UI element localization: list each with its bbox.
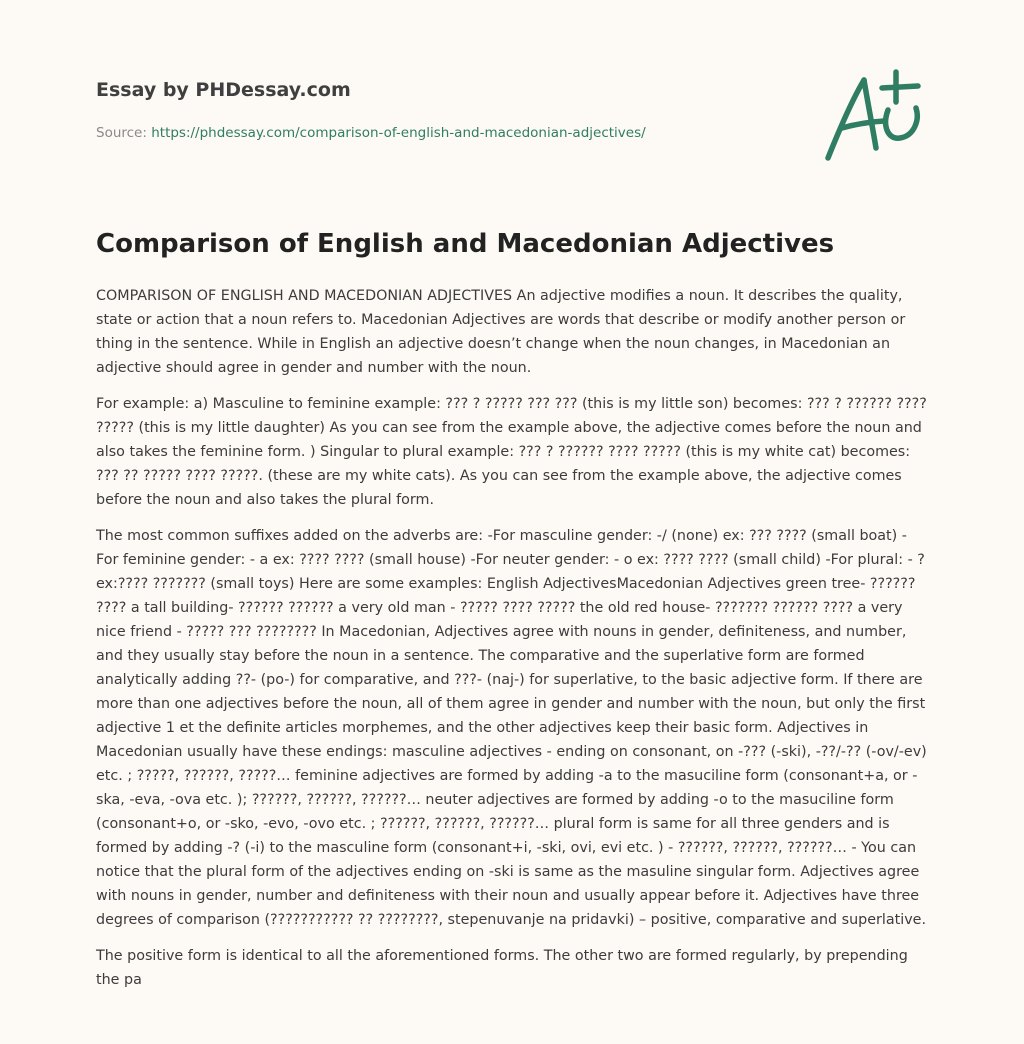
article-title: Comparison of English and Macedonian Adjectives — [96, 229, 835, 259]
article-paragraph-3: The most common suffixes added on the adverbs are: -For masculine gender: -/ (none) ex: ??? ???? (small boat) -For feminine gender: - a ex: ???? ???? (small house) -For neuter gender: - o ex: ???? ???? (small child) -For plural: - ? ex:???? ??????? (small toys) Here are some examples: English AdjectivesMacedonian Adjectives green tree- ?????? ???? a tall building- ?????? ?????? a very old man - ????? ???? ????? the old red house- ??????? ?????? ???? a very nice friend - ????? ??? ???????? In Macedonian, Adjectives agree with nouns in gender, definiteness, and number, and they usually stay before the noun in a sentence. The comparative and the superlative form are formed analytically adding ??- (po-) for comparative, and ???- (naj-) for superlative, to the basic adjective form. If there are more than one adjectives before the noun, all of them agree in gender and number with the noun, but only the first adjective 1 et the definite articles morphemes, and the other adjectives keep their basic form. Adjectives in Macedonian usually have these endings: masculine adjectives - ending on consonant, on -??? (-ski), -??/-?? (-ov/-ev) etc. ; ?????, ??????, ?????… feminine adjectives are formed by adding -a to the masuciline form (consonant+a, or -ska, -eva, -ova etc. ); ??????, ??????, ??????… neuter adjectives are formed by adding -o to the masuciline form (consonant+o, or -sko, -evo, -ovo etc. ; ??????, ??????, ??????… plural form is same for all three genders and is formed by adding -? (-i) to the masculine form (consonant+i, -ski, ovi, evi etc. ) - ??????, ??????, ??????… - You can notice that the plural form of the adjectives ending on -ski is same as the masuline singular form. Adjectives agree with nouns in gender, number and definiteness with their noun and usually appear before it. Adjectives have three degrees of comparison (??????????? ?? ????????, stepenuvanje na pridavki) – positive, comparative and superlative. — [96, 528, 927, 928]
site-title: Essay by PHDessay.com — [96, 79, 351, 101]
article-paragraph-1: COMPARISON OF ENGLISH AND MACEDONIAN ADJECTIVES An adjective modifies a noun. It describes the quality, state or action that a noun refers to. Macedonian Adjectives are words that describe or modify another person or thing in the sentence. While in English an adjective doesn’t change when the noun changes, in Macedonian an adjective should agree in gender and number with the noun. — [96, 288, 906, 376]
source-link[interactable]: https://phdessay.com/comparison-of-english-and-macedonian-adjectives/ — [151, 125, 646, 141]
a-plus-logo — [822, 66, 930, 166]
source-label: Source: — [96, 125, 152, 141]
article — [96, 226, 928, 1004]
article-paragraph-2: For example: a) Masculine to feminine example: ??? ? ????? ??? ??? (this is my little son) becomes: ??? ? ?????? ???? ????? (this is my little daughter) As you can see from the example above, the adjective comes before the noun and also takes the feminine form. ) Singular to plural example: ??? ? ?????? ???? ????? (this is my white cat) becomes: ??? ?? ????? ???? ?????. (these are my white cats). As you can see from the example above, the adjective comes before the noun and also takes the plural form. — [96, 396, 927, 508]
a-plus-icon — [822, 66, 930, 166]
source-line — [96, 124, 816, 142]
article-paragraph-4: The positive form is identical to all the aforementioned forms. The other two are formed regularly, by prepending the pa — [96, 948, 908, 988]
header — [96, 78, 816, 142]
